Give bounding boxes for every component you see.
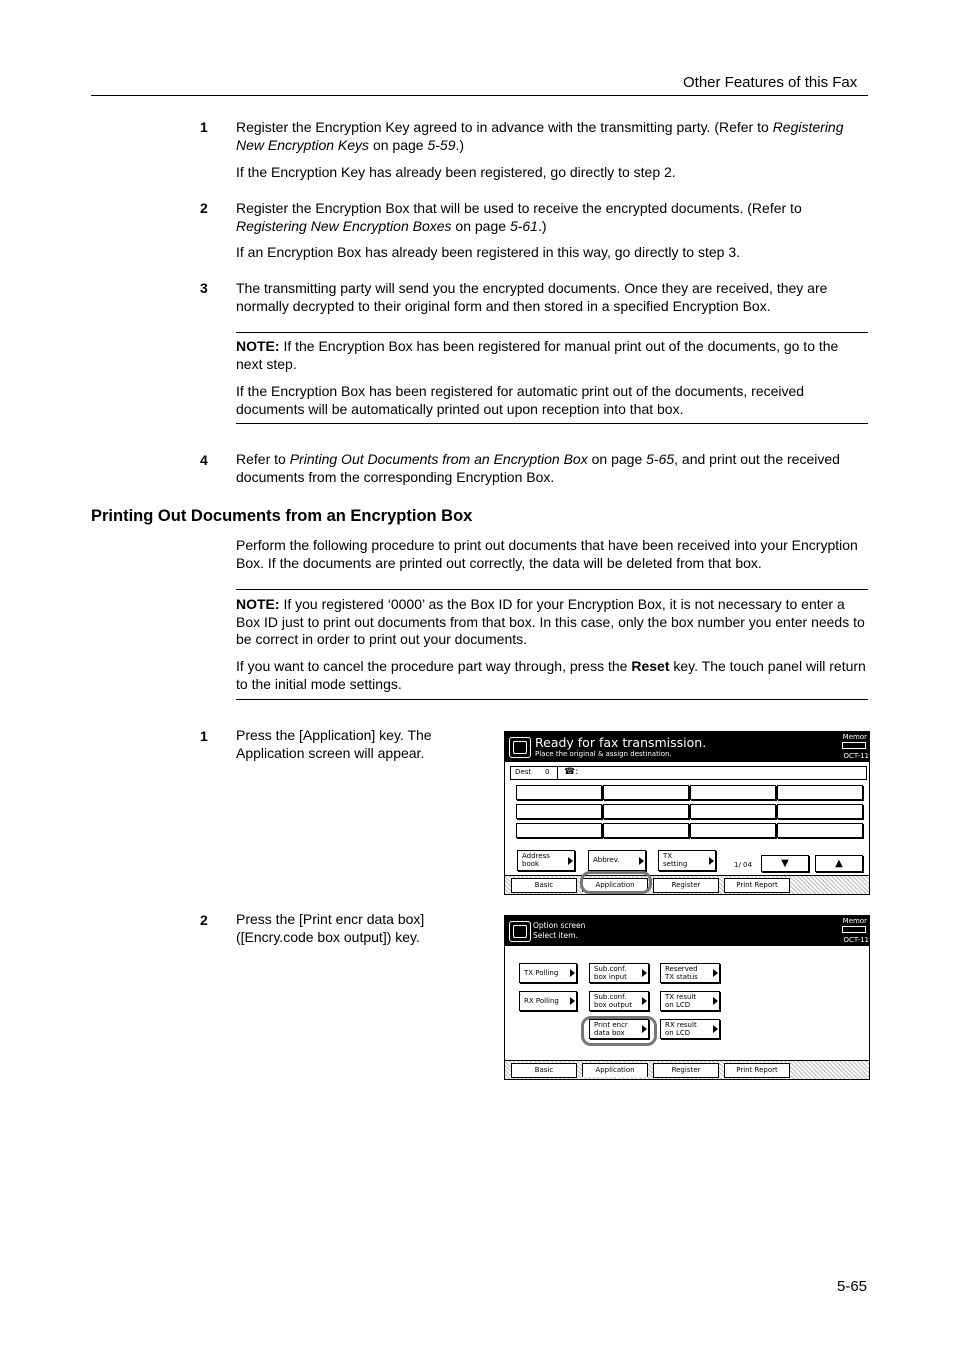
memory-gauge — [842, 742, 866, 749]
dest-label: Dest — [515, 768, 532, 776]
note-rule-bottom — [236, 423, 868, 424]
header-rule — [91, 95, 868, 96]
fax-option-screen — [504, 915, 870, 1080]
step-number: 1 — [200, 119, 208, 135]
one-touch-key[interactable] — [777, 823, 863, 838]
screen-title: Option screen — [533, 921, 586, 930]
rx-polling-button[interactable]: RX Polling — [519, 991, 577, 1011]
tab-register[interactable]: Register — [653, 1063, 719, 1078]
note-rule-bottom — [236, 699, 868, 700]
fax-icon — [509, 737, 531, 758]
memory-gauge — [842, 926, 866, 933]
tab-application[interactable]: Application — [582, 878, 648, 892]
one-touch-key[interactable] — [603, 804, 689, 819]
one-touch-key[interactable] — [516, 804, 602, 819]
scroll-down-button[interactable]: ▼ — [761, 855, 809, 872]
note-text: If you want to cancel the procedure part way through, press the Reset key. The touch panel will return to the initial mode settings. — [236, 658, 866, 692]
tx-setting-button[interactable]: TX setting — [658, 850, 716, 871]
note-rule-top — [236, 589, 868, 590]
tab-basic[interactable]: Basic — [511, 878, 577, 893]
step-number: 2 — [200, 912, 208, 928]
step-text: The transmitting party will send you the encrypted documents. Once they are received, they are normally decrypted to their original form and then stored in a specified Encryption Box. — [236, 280, 828, 314]
reserved-tx-status-button[interactable]: Reserved TX status — [660, 963, 720, 983]
fax-icon — [509, 921, 531, 942]
screen-header — [505, 916, 869, 946]
running-header: Other Features of this Fax — [683, 74, 858, 91]
note-text: NOTE: If the Encryption Box has been registered for manual print out of the documents, go to the next step. — [236, 338, 839, 372]
abbrev-button[interactable]: Abbrev. — [588, 850, 646, 871]
phone-icon: ☎: — [564, 767, 579, 777]
step-note: If an Encryption Box has already been registered in this way, go directly to step 3. — [236, 244, 741, 260]
step-text: Register the Encryption Key agreed to in advance with the transmitting party. (Refer to Registering New Encryption Keys on page 5-59.) — [236, 119, 844, 153]
memory-label: Memor — [842, 917, 867, 925]
tab-basic[interactable]: Basic — [511, 1063, 577, 1078]
tab-bar — [505, 1060, 869, 1079]
step-text: Press the [Print encr data box] ([Encry.code box output]) key. — [236, 911, 425, 945]
one-touch-key[interactable] — [516, 785, 602, 800]
sub-conf-box-output-button[interactable]: Sub.conf. box output — [589, 991, 649, 1011]
note-rule-top — [236, 332, 868, 333]
sub-conf-box-input-button[interactable]: Sub.conf. box input — [589, 963, 649, 983]
step-number: 3 — [200, 280, 208, 296]
tx-polling-button[interactable]: TX Polling — [519, 963, 577, 983]
tab-bar — [505, 875, 869, 894]
print-encr-data-box-button[interactable]: Print encr data box — [589, 1019, 649, 1039]
step-note: If the Encryption Key has already been registered, go directly to step 2. — [236, 164, 676, 180]
screen-header — [505, 732, 869, 762]
screen-title: Ready for fax transmission. — [535, 735, 707, 750]
one-touch-key[interactable] — [690, 804, 776, 819]
step-number: 2 — [200, 200, 208, 216]
one-touch-key[interactable] — [516, 823, 602, 838]
one-touch-key[interactable] — [603, 823, 689, 838]
destination-row — [510, 766, 867, 780]
page-indicator: 1/ 04 — [734, 861, 752, 869]
note-text: NOTE: If you registered ‘0000’ as the Box ID for your Encryption Box, it is not necessary to enter a Box ID just to print out documents from that box. In this case, only the box number you enter needs to be correct in order to print out your documents. — [236, 596, 865, 647]
step-text: Refer to Printing Out Documents from an Encryption Box on page 5-65, and print out the received documents from the corresponding Encryption Box. — [236, 451, 840, 485]
one-touch-key[interactable] — [777, 785, 863, 800]
tab-print-report[interactable]: Print Report — [724, 1063, 790, 1078]
scroll-up-button[interactable]: ▲ — [815, 855, 863, 872]
highlight-ring — [580, 871, 652, 894]
step-number: 1 — [200, 728, 208, 744]
section-intro: Perform the following procedure to print out documents that have been received into your Encryption Box. If the documents are printed out correctly, the data will be deleted from that box. — [236, 537, 858, 571]
tx-result-on-lcd-button[interactable]: TX result on LCD — [660, 991, 720, 1011]
date-label: OCT-11 — [843, 936, 869, 944]
highlight-ring — [581, 1016, 657, 1046]
one-touch-key[interactable] — [603, 785, 689, 800]
memory-label: Memor — [842, 733, 867, 741]
step-text: Press the [Application] key. The Application screen will appear. — [236, 727, 432, 761]
dest-count: 0 — [545, 768, 550, 776]
one-touch-key[interactable] — [777, 804, 863, 819]
screen-subtitle: Select item. — [533, 931, 578, 940]
page-number: 5-65 — [837, 1278, 868, 1295]
note-text: If the Encryption Box has been registered for automatic print out of the documents, received documents will be automatically printed out upon reception into that box. — [236, 383, 805, 417]
tab-print-report[interactable]: Print Report — [724, 878, 790, 893]
address-book-button[interactable]: Address book — [517, 850, 575, 871]
one-touch-key[interactable] — [690, 785, 776, 800]
tab-application[interactable]: Application — [582, 1063, 648, 1077]
step-number: 4 — [200, 452, 208, 468]
one-touch-key[interactable] — [690, 823, 776, 838]
screen-subtitle: Place the original & assign destination. — [535, 750, 672, 758]
step-text: Register the Encryption Box that will be used to receive the encrypted documents. (Refer to Registering New Encryption Boxes on page 5-61.) — [236, 200, 802, 234]
fax-basic-screen — [504, 731, 870, 895]
tab-register[interactable]: Register — [653, 878, 719, 893]
date-label: OCT-11 — [843, 752, 869, 760]
rx-result-on-lcd-button[interactable]: RX result on LCD — [660, 1019, 720, 1039]
section-heading: Printing Out Documents from an Encryption Box — [91, 507, 473, 525]
